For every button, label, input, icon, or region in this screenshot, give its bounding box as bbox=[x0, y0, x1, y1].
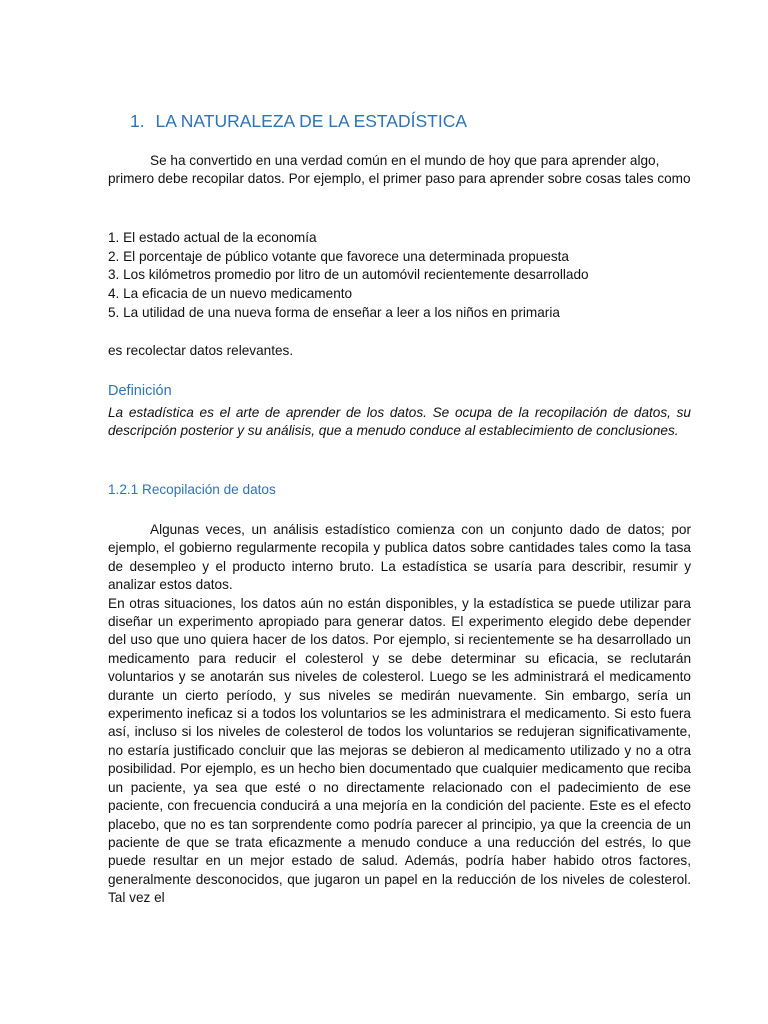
body-section bbox=[108, 521, 691, 908]
subsection-heading: 1.2.1 Recopilación de datos bbox=[108, 482, 276, 497]
body-paragraph: Algunas veces, un análisis estadístico comienza con un conjunto dado de datos; por ejemplo, el gobierno regularmente recopila y publica datos sobre cantidades tales como la tasa de desempleo y el producto interno bruto. La estadística se usaría para describir, resumir y analizar estos datos. bbox=[108, 522, 691, 593]
list-item: 4. La eficacia de un nuevo medicamento bbox=[108, 286, 353, 301]
list-item: 1. El estado actual de la economía bbox=[108, 230, 317, 245]
conclusion-paragraph: es recolectar datos relevantes. bbox=[108, 343, 294, 358]
intro-paragraph: Se ha convertido en una verdad común en el mundo de hoy que para aprender algo, primero debe recopilar datos. Por ejemplo, el primer paso para aprender sobre cosas tales como bbox=[108, 153, 691, 187]
section-title-text: LA NATURALEZA DE LA ESTADÍSTICA bbox=[155, 111, 468, 131]
section-number: 1. bbox=[130, 111, 145, 131]
list-item: 5. La utilidad de una nueva forma de enseñar a leer a los niños en primaria bbox=[108, 305, 560, 320]
section-title bbox=[130, 111, 467, 132]
definition-text: La estadística es el arte de aprender de los datos. Se ocupa de la recopilación de datos, su descripción posterior y su análisis, que a menudo conduce al establecimiento de conclusiones. bbox=[108, 405, 691, 439]
list-item: 3. Los kilómetros promedio por litro de un automóvil recientemente desarrollado bbox=[108, 267, 589, 282]
definition-heading: Definición bbox=[108, 383, 172, 399]
list-item: 2. El porcentaje de público votante que favorece una determinada propuesta bbox=[108, 248, 569, 264]
body-paragraph: En otras situaciones, los datos aún no están disponibles, y la estadística se puede utilizar para diseñar un experimento apropiado para generar datos. El experimento elegido debe depender del uso que uno quiera hacer de los datos. Por ejemplo, si recientemente se ha desarrollado un medicamento para reducir el colesterol y se debe determinar su eficacia, se reclutarán voluntarios y se anotarán sus niveles de colesterol. Luego se les administrará el medicamento durante un cierto período, y sus niveles se medirán nuevamente. Sin embargo, sería un experimento ineficaz si a todos los voluntarios se les administrara el medicamento. Si esto fuera así, incluso si los niveles de colesterol de todos los voluntarios se redujeran significativamente, no estaría justificado concluir que las mejoras se debieron al medicamento utilizado y no a otra posibilidad. Por ejemplo, es un hecho bien documentado que cualquier medicamento que reciba un paciente, ya sea que esté o no directamente relacionado con el padecimiento de ese paciente, con frecuencia conducirá a una mejoría en la condición del paciente. Este es el efecto placebo, que no es tan sorprendente como podría parecer al principio, ya que la creencia de un paciente de que se trata eficazmente a menudo conduce a una reducción del estrés, lo que puede resultar en un mejor estado de salud. Además, podría haber habido otros factores, generalmente desconocidos, que jugaron un papel en la reducción de los niveles de colesterol. Tal vez el bbox=[108, 595, 691, 906]
